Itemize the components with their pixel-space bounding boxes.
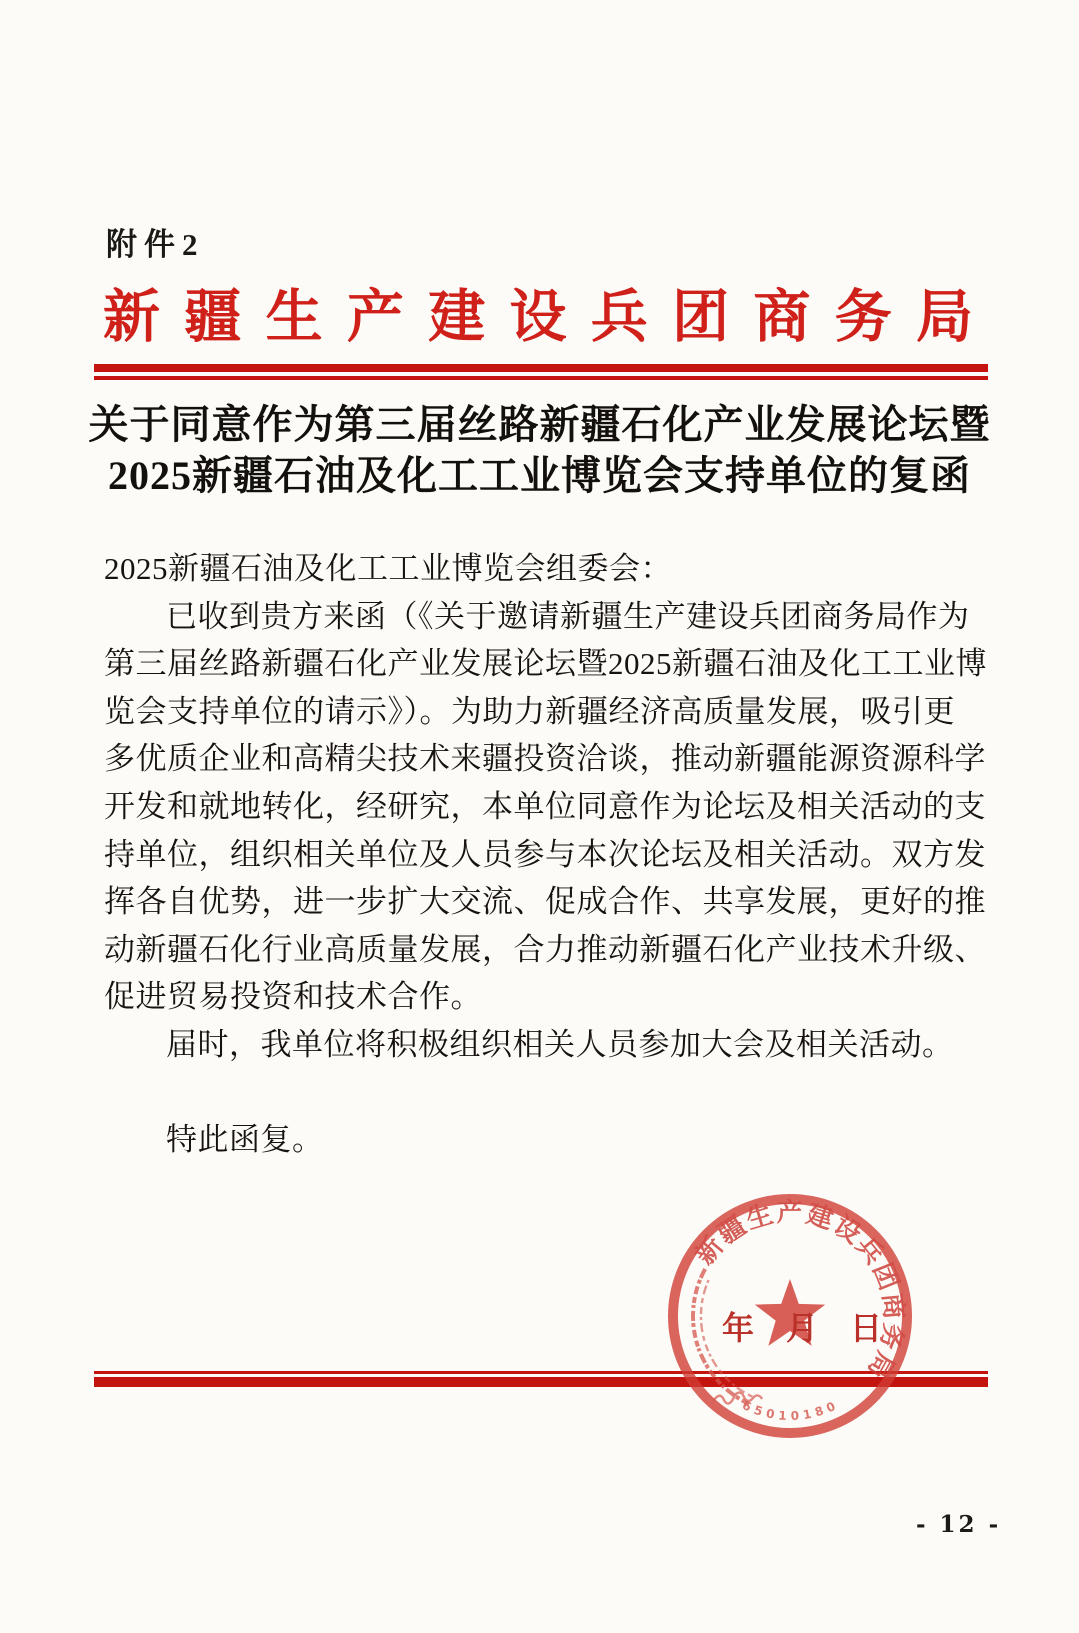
letterhead-org-name: 新疆生产建设兵团商务局 — [103, 286, 973, 349]
body-line: 持单位，组织相关单位及人员参与本次论坛及相关活动。双方发 — [104, 836, 986, 872]
body-line: 多优质企业和高精尖技术来疆投资洽谈，推动新疆能源资源科学 — [104, 741, 986, 777]
date-year-label: 年 — [722, 1310, 755, 1346]
body-line: 览会支持单位的请示》）。为助力新疆经济高质量发展，吸引更 — [104, 693, 955, 729]
letter-body — [104, 545, 987, 1164]
body-line: 促进贸易投资和技术合作。 — [104, 979, 482, 1015]
document-title-line2: 2025新疆石油及化工工业博览会支持单位的复函 — [108, 453, 971, 498]
header-rule-thick — [94, 364, 988, 372]
page-number: - 12 - — [916, 1511, 1002, 1538]
attachment-label: 附件2 — [106, 227, 205, 262]
body-line: 挥各自优势，进一步扩大交流、促成合作、共享发展，更好的推 — [104, 884, 986, 920]
document-title — [0, 399, 1079, 501]
body-line: 开发和就地转化，经研究，本单位同意作为论坛及相关活动的支 — [104, 788, 986, 824]
body-line: 第三届丝路新疆石化产业发展论坛暨2025新疆石油及化工工业博 — [104, 646, 987, 682]
date-line — [722, 1303, 882, 1349]
date-day-label: 日 — [850, 1310, 883, 1346]
closing-phrase: 特此函复。 — [166, 1122, 324, 1158]
paragraph-1 — [104, 593, 987, 1021]
paragraph-2: 届时，我单位将积极组织相关人员参加大会及相关活动。 — [166, 1026, 954, 1062]
salutation: 2025新疆石油及化工工业博览会组委会： — [104, 551, 672, 586]
body-line: 动新疆石化行业高质量发展，合力推动新疆石化产业技术升级、 — [104, 931, 986, 967]
seal-org-arc-text: 新疆生产建设兵团商务局 — [690, 1197, 909, 1386]
body-line: 已收到贵方来函（《关于邀请新疆生产建设兵团商务局作为 — [166, 598, 970, 634]
document-title-line1: 关于同意作为第三届丝路新疆石化产业发展论坛暨 — [88, 402, 991, 447]
date-month-label: 月 — [786, 1310, 819, 1346]
header-rule-thin — [94, 376, 988, 380]
seal-serial-number: 65010180 — [740, 1397, 842, 1424]
